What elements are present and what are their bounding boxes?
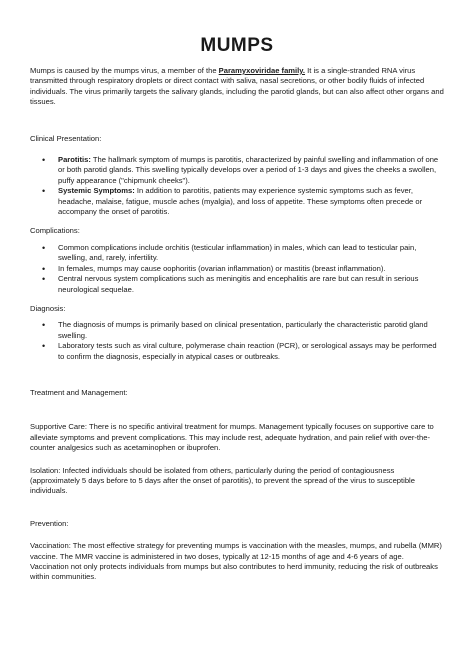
- prevention-heading: Prevention:: [30, 518, 69, 528]
- item-text: In addition to parotitis, patients may experience systemic symptoms such as fever, headache, malaise, fatigue, muscle aches (myalgia), and loss of appetite. These symptoms often precede or accompany the onset of parotitis.: [58, 186, 423, 217]
- intro-before: Mumps is caused by the mumps virus, a member of the: [30, 66, 219, 75]
- page-title: MUMPS: [200, 35, 274, 56]
- list-item: • Laboratory tests such as viral culture, polymerase chain reaction (PCR), or serological assays may be performed to confirm the diagnosis, especially in atypical cases or outbreaks.: [58, 341, 444, 362]
- item-term: Parotitis:: [58, 155, 91, 165]
- item-text: The hallmark symptom of mumps is parotitis, characterized by painful swelling and inflammation of one or both parotid glands. This swelling typically develops over a period of 1-3 days and gives the cheeks a swollen, puffy appearance ("chipmunk cheeks").: [58, 155, 439, 185]
- clinical-list: [30, 155, 444, 217]
- supportive-care-paragraph: Supportive Care: There is no specific antiviral treatment for mumps. Management typically focuses on supportive care to alleviate symptoms and prevent complications. This may include rest, adequate hydration, and pain relief with over-the-counter analgesics such as acetaminophen or ibuprofen.: [30, 422, 434, 453]
- item-term: Systemic Symptoms:: [58, 186, 135, 196]
- complications-heading: Complications:: [30, 226, 80, 236]
- list-item: [58, 155, 444, 186]
- intro-after: It is a single-stranded RNA virus transmitted through respiratory droplets or direct contact with saliva, nasal secretions, or other bodily fluids of infected individuals. The virus primarily targets the salivary glands, including the parotid glands, but can also affect other organs and tissues.: [30, 66, 444, 107]
- list-item: • The diagnosis of mumps is primarily based on clinical presentation, particularly the characteristic parotid gland swelling.: [58, 320, 444, 341]
- vaccination-paragraph: Vaccination: The most effective strategy for preventing mumps is vaccination with the measles, mumps, and rubella (MMR) vaccine. The MMR vaccine is administered in two doses, typically at 12-15 months of age and 4-6 years of age. Vaccination not only protects individuals from mumps but also contributes to herd immunity, reducing the risk of outbreaks within communities.: [30, 541, 442, 582]
- list-item: • Central nervous system complications such as meningitis and encephalitis are rare but can result in serious neurological sequelae.: [58, 274, 444, 295]
- list-item: • Common complications include orchitis (testicular inflammation) in males, which can lead to testicular pain, swelling, and, rarely, infertility.: [58, 243, 444, 264]
- diagnosis-list: [30, 320, 444, 362]
- virus-family-link: Paramyxoviridae family.: [218, 66, 306, 75]
- list-item: • In females, mumps may cause oophoritis (ovarian inflammation) or mastitis (breast inflammation).: [58, 264, 444, 274]
- clinical-heading: Clinical Presentation:: [30, 133, 102, 143]
- list-item: [58, 186, 444, 217]
- complications-list: [30, 243, 444, 295]
- isolation-paragraph: Isolation: Infected individuals should be isolated from others, particularly during the period of contagiousness (approximately 5 days before to 5 days after the onset of parotitis), to prevent the spread of the virus to susceptible individuals.: [30, 465, 415, 496]
- treatment-heading: Treatment and Management:: [30, 387, 128, 397]
- diagnosis-heading: Diagnosis:: [30, 303, 66, 313]
- intro-paragraph: [30, 66, 444, 108]
